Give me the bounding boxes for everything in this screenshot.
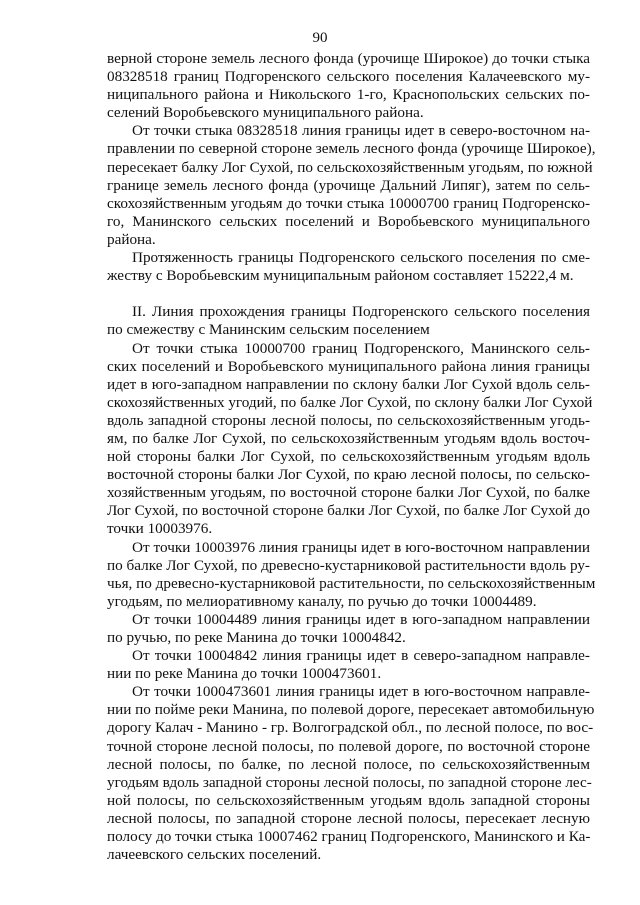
paragraph-p6	[107, 538, 596, 611]
text-line: вдоль западной стороны лесной полосы, по сельскохозяйственным угодь-	[107, 411, 590, 429]
paragraph-p1	[107, 50, 590, 122]
text-line: верной стороне земель лесного фонда (урочище Широкое) до точки стыка	[107, 50, 590, 67]
text-line: полосу до точки стыка 10007462 границ Подгоренского, Манинского и Ка-	[107, 828, 591, 846]
paragraph-p2	[107, 122, 596, 249]
text-line: От точки 10004842 линия границы идет в северо-западном направле-	[132, 647, 590, 665]
paragraph-p5	[107, 339, 593, 539]
text-line: нии по пойме реки Манина, по полевой дороге, пересекает автомобильную	[107, 701, 595, 719]
paragraph-p9	[107, 683, 595, 864]
paragraph-p7	[107, 611, 590, 647]
text-line: От точки стыка 10000700 границ Подгоренского, Манинского сель-	[132, 339, 590, 357]
text-line: лесной полосы, по балке, по лесной полосе, по сельскохозяйственным	[107, 755, 590, 773]
text-line: угодьям вдоль западной стороны лесной полосы, по западной стороне лес-	[107, 773, 592, 791]
text-line: лесной полосы, по западной стороне лесной полосы, пересекает лесную	[107, 809, 590, 827]
text-line: нии по реке Манина до точки 1000473601.	[107, 665, 382, 683]
text-line: ной полосы, по сельскохозяйственным угодьям вдоль западной стороны	[107, 791, 590, 809]
text-line: ниципального района и Никольского 1-го, Краснопольских сельских по-	[107, 86, 590, 104]
text-line: От точки 10003976 линия границы идет в юго-восточном направлении	[132, 538, 590, 556]
text-line: От точки стыка 08328518 линия границы идет в северо-восточном на-	[132, 122, 590, 140]
text-line: лачеевского сельских поселений.	[107, 846, 322, 864]
text-line: по балке Лог Сухой, по древесно-кустарниковой растительности вдоль ру-	[107, 556, 590, 574]
text-line: района.	[107, 230, 156, 248]
text-line: ям, по балке Лог Сухой, по сельскохозяйственным угодьям вдоль восточ-	[107, 429, 590, 447]
text-line: угодьям, по мелиоративному каналу, по ручью до точки 10004489.	[107, 592, 537, 610]
document-body	[107, 50, 596, 864]
text-line: Протяженность границы Подгоренского сельского поселения по сме-	[132, 249, 590, 267]
text-line: по смежеству с Манинским сельским поселением	[107, 321, 430, 339]
text-line: пересекает балку Лог Сухой, по сельскохозяйственным угодьям, по южной	[107, 158, 593, 176]
text-line: го, Манинского сельских поселений и Воробьевского муниципального	[107, 212, 590, 230]
text-line: II. Линия прохождения границы Подгоренского сельского поселения	[132, 303, 590, 321]
page-number: 90	[312, 30, 328, 46]
text-line: восточной стороны балки Лог Сухой, по краю лесной полосы, по сельско-	[107, 466, 590, 484]
paragraph-p4	[107, 303, 590, 339]
paragraph-gap	[107, 285, 590, 303]
text-line: правлении по северной стороне земель лесного фонда (урочище Широкое),	[107, 140, 596, 158]
text-line: Лог Сухой, по восточной стороне балки Лог Сухой, по балке Лог Сухой до	[107, 502, 590, 520]
text-line: дорогу Калач - Манино - гр. Волгоградской обл., по лесной полосе, по вос-	[107, 719, 594, 737]
text-line: скохозяйственных угодий, по балке Лог Сухой, по склону балки Лог Сухой	[107, 393, 593, 411]
text-line: От точки 1000473601 линия границы идет в юго-восточном направле-	[132, 683, 590, 701]
paragraph-p3	[107, 249, 590, 285]
text-line: границе земель лесного фонда (урочище Дальний Липяг), затем по сель-	[107, 176, 590, 194]
text-line: ских поселений и Воробьевского муниципального района линия границы	[107, 357, 590, 375]
text-line: точки 10003976.	[107, 520, 213, 538]
text-line: селений Воробьевского муниципального района.	[107, 104, 424, 122]
text-line: идет в юго-западном направлении по склону балки Лог Сухой вдоль сель-	[107, 375, 590, 393]
text-line: жеству с Воробьевским муниципальным районом составляет 15222,4 м.	[107, 267, 574, 285]
text-line: по ручью, по реке Манина до точки 10004842.	[107, 629, 406, 646]
text-line: От точки 10004489 линия границы идет в юго-западном направлении	[132, 610, 590, 628]
text-line: ной стороны балки Лог Сухой, по сельскохозяйственным угодьям вдоль	[107, 448, 590, 466]
text-line: точной стороне лесной полосы, по полевой дороге, по восточной стороне	[107, 737, 590, 755]
text-line: скохозяйственным угодьям до точки стыка 10000700 границ Подгоренско-	[107, 194, 590, 212]
text-line: 08328518 границ Подгоренского сельского поселения Калачеевского му-	[107, 68, 590, 86]
paragraph-p8	[107, 647, 590, 683]
text-line: хозяйственным угодьям, по восточной стороне балки Лог Сухой, по балке	[107, 484, 590, 502]
text-line: чья, по древесно-кустарниковой растительности, по сельскохозяйственным	[107, 574, 596, 592]
